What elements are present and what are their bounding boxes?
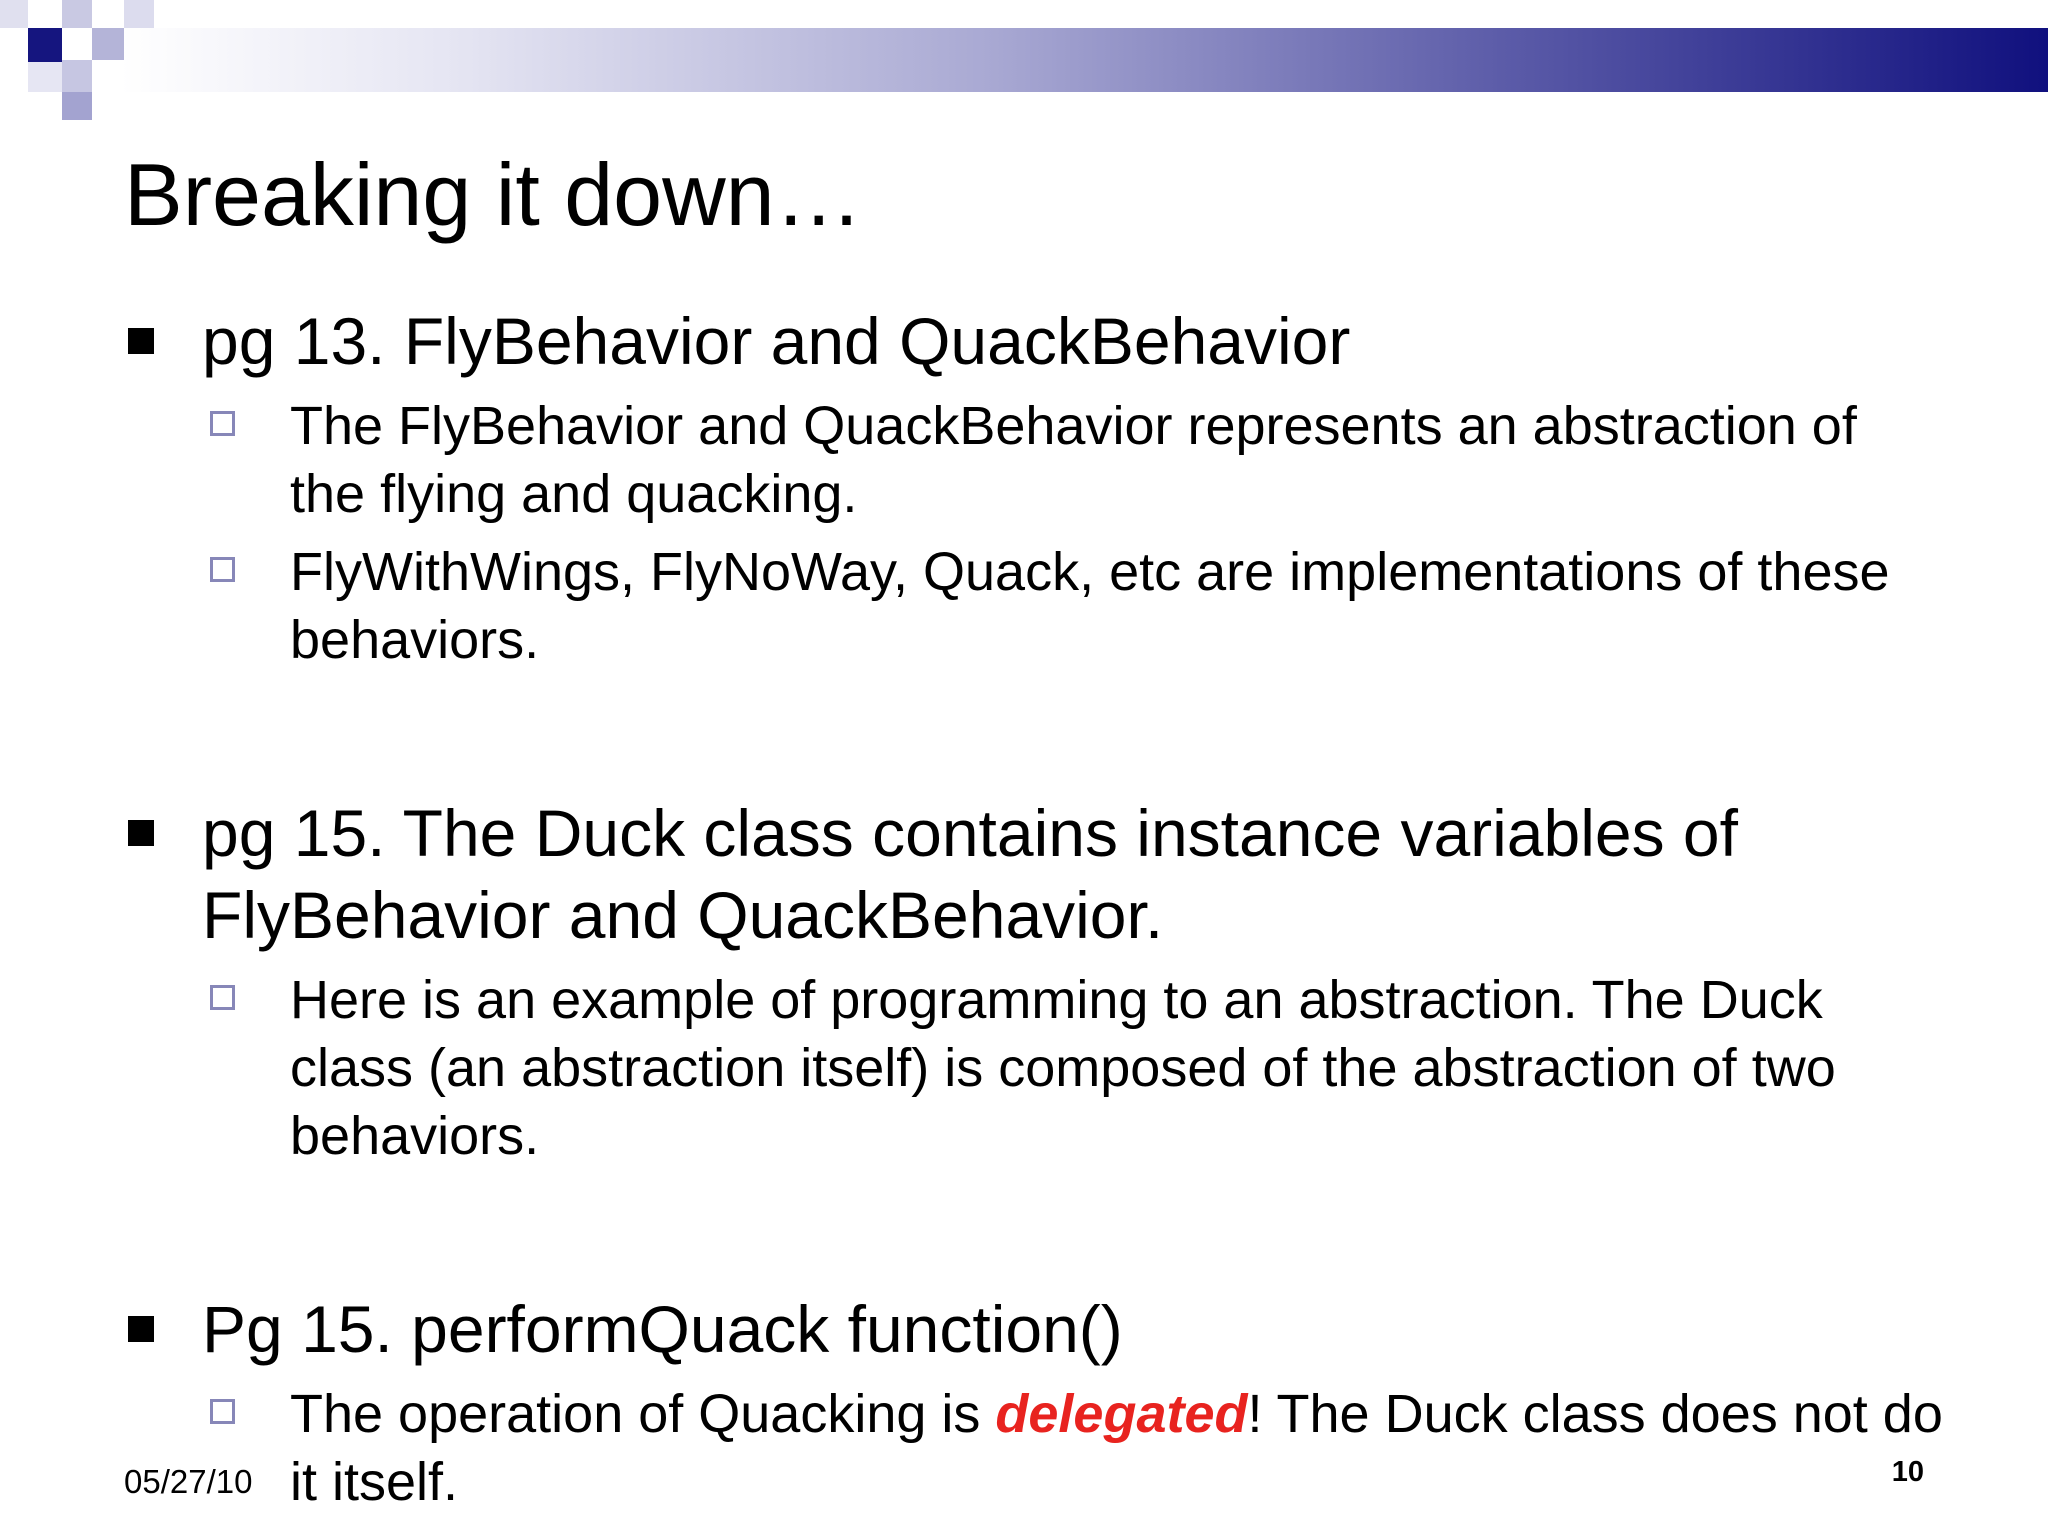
bullet-item (124, 792, 1944, 956)
bullet-item (124, 300, 1944, 382)
sub-bullet-text: The FlyBehavior and QuackBehavior represents an abstraction of the flying and quacking. (290, 396, 1857, 524)
square-bullet-icon (128, 1316, 154, 1342)
hollow-square-bullet-icon (210, 985, 235, 1010)
page-number: 10 (1891, 1456, 1924, 1488)
sub-bullet-item (202, 392, 1944, 528)
hollow-square-bullet-icon (210, 1399, 235, 1424)
sub-bullet-text: FlyWithWings, FlyNoWay, Quack, etc are implementations of these behaviors. (290, 542, 1890, 670)
bullet-text: Pg 15. performQuack function() (202, 1292, 1123, 1366)
sub-bullet-item (202, 966, 1944, 1170)
sub-bullet-text-before: The operation of Quacking is (290, 1384, 996, 1444)
bullet-item (124, 1288, 1944, 1370)
footer-date: 05/27/10 (124, 1463, 253, 1500)
hollow-square-bullet-icon (210, 411, 235, 436)
sub-bullet-text: Here is an example of programming to an abstraction. The Duck class (an abstraction itself) is composed of the abstraction of two behaviors. (290, 970, 1836, 1166)
sub-bullet-item (202, 538, 1944, 674)
slide-title: Breaking it down… (124, 145, 863, 244)
hollow-square-bullet-icon (210, 557, 235, 582)
sub-bullet-text-after: ! The Duck class does not do it itself. (290, 1384, 1943, 1512)
bullet-text: pg 13. FlyBehavior and QuackBehavior (202, 304, 1351, 378)
header-gradient-bar (120, 28, 2048, 92)
square-bullet-icon (128, 820, 154, 846)
square-bullet-icon (128, 328, 154, 354)
bullet-text: pg 15. The Duck class contains instance variables of FlyBehavior and QuackBehavior. (202, 796, 1738, 952)
bullet-list (124, 300, 1944, 1516)
sub-bullet-item (202, 1380, 1944, 1516)
emphasis-delegated: delegated (995, 1384, 1248, 1444)
